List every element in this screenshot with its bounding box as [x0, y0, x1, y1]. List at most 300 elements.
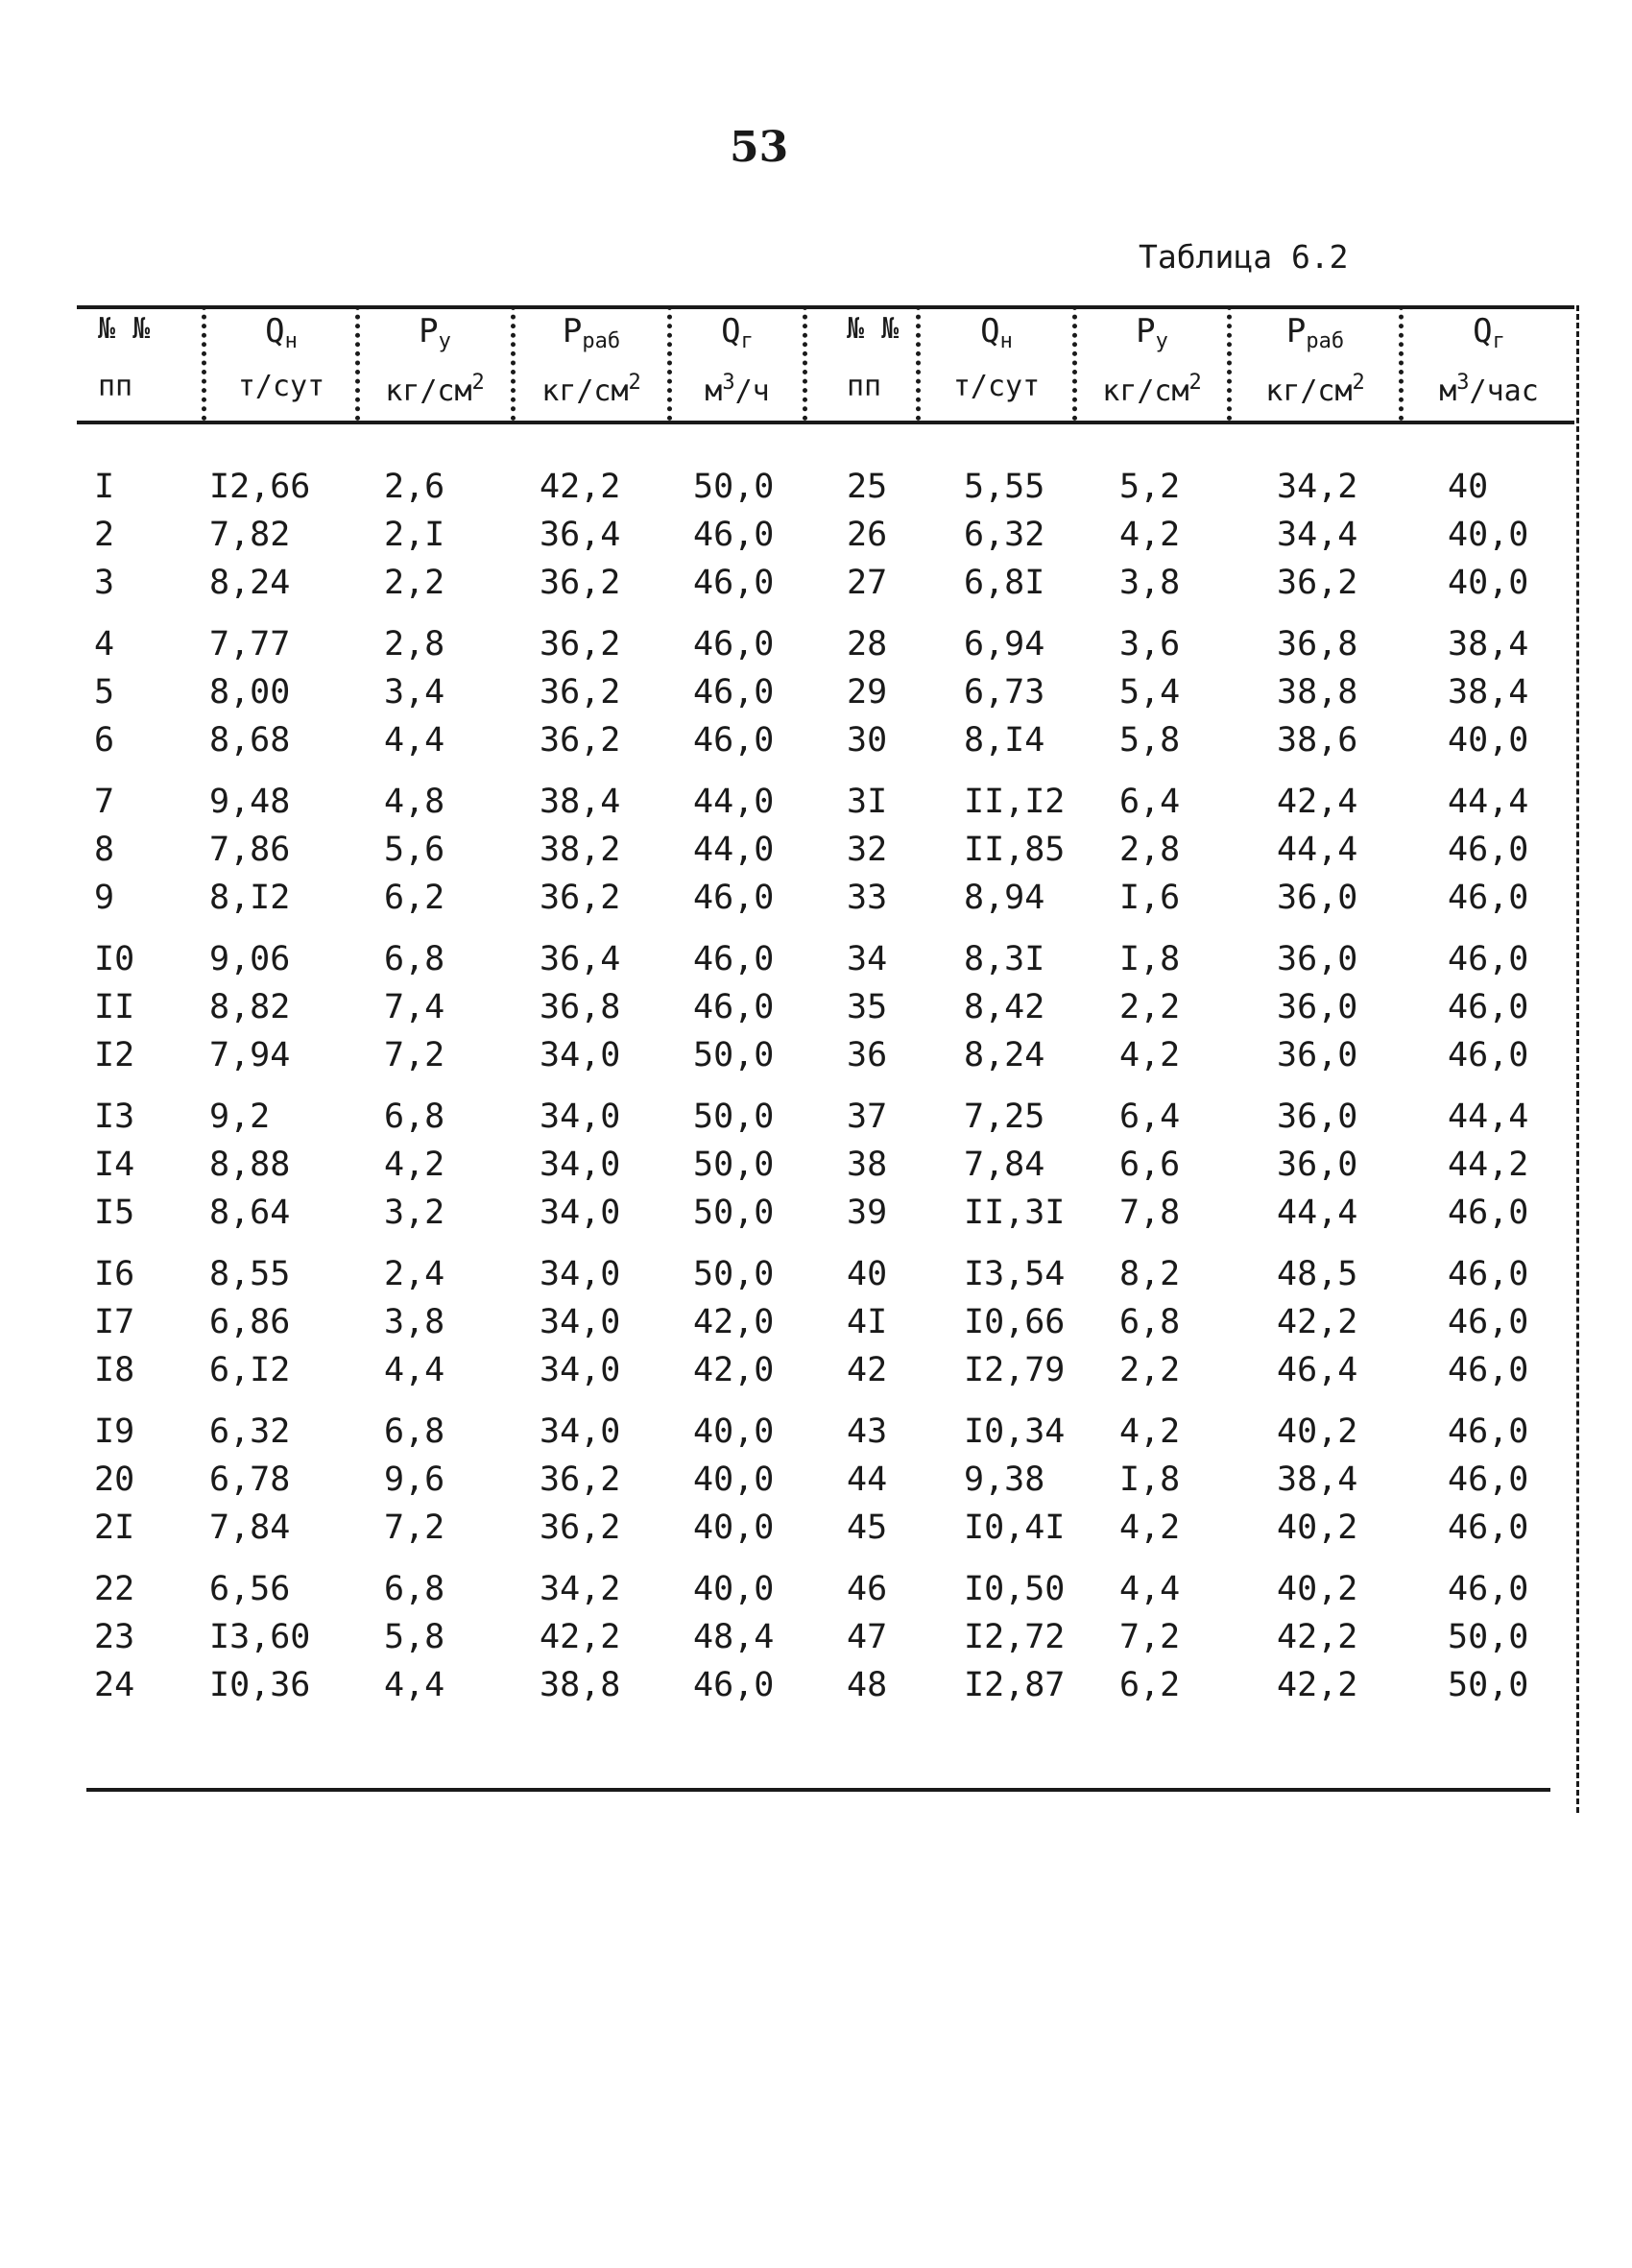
cell-qg: 38,4: [1448, 625, 1529, 664]
cell-qn: I0,34: [964, 1412, 1066, 1451]
header-prab-right: [1235, 313, 1396, 419]
cell-py: 2,4: [384, 1255, 445, 1293]
cell-qg: 46,0: [1448, 940, 1529, 978]
cell-qg: 40,0: [693, 1460, 775, 1499]
cell-num: I7: [94, 1303, 135, 1341]
cell-prab: 40,2: [1277, 1412, 1358, 1451]
cell-py: I,8: [1119, 940, 1181, 978]
header-py-subscript: у: [438, 329, 451, 353]
cell-qn: 7,25: [964, 1098, 1045, 1136]
cell-prab: 34,2: [1277, 468, 1358, 506]
cell-prab: 46,4: [1277, 1351, 1358, 1389]
cell-py: 3,2: [384, 1194, 445, 1232]
cell-qg: 46,0: [1448, 1508, 1529, 1547]
cell-num: 3: [94, 564, 115, 602]
cell-qn: 6,32: [964, 516, 1045, 554]
cell-qn: 8,I4: [964, 721, 1045, 760]
cell-num: 26: [847, 516, 888, 554]
cell-qn: I0,4I: [964, 1508, 1066, 1547]
header-qn-subscript: н: [284, 329, 298, 353]
cell-qg: 46,0: [1448, 988, 1529, 1026]
cell-prab: 36,2: [540, 721, 621, 760]
cell-num: I: [94, 468, 115, 506]
cell-qg: 44,4: [1448, 1098, 1529, 1136]
cell-prab: 36,2: [540, 673, 621, 712]
header-qn-unit: т/сут: [237, 370, 325, 403]
cell-num: 48: [847, 1666, 888, 1704]
cell-qn: 7,86: [209, 831, 291, 869]
cell-qn: I3,60: [209, 1618, 311, 1656]
cell-num: 25: [847, 468, 888, 506]
cell-prab: 36,0: [1277, 988, 1358, 1026]
cell-qg: 46,0: [693, 564, 775, 602]
cell-qg: 44,0: [693, 783, 775, 821]
cell-prab: 34,0: [540, 1036, 621, 1074]
cell-num: I8: [94, 1351, 135, 1389]
cell-py: 5,6: [384, 831, 445, 869]
cell-qn: 7,94: [209, 1036, 291, 1074]
cell-py: 7,4: [384, 988, 445, 1026]
header-separator: [202, 305, 206, 421]
cell-num: 3I: [847, 783, 888, 821]
cell-num: 28: [847, 625, 888, 664]
header-py-symbol: P: [419, 312, 439, 350]
cell-qn: 9,2: [209, 1098, 271, 1136]
row-group: [0, 935, 1632, 1093]
cell-num: 27: [847, 564, 888, 602]
table-row: [0, 874, 1632, 922]
cell-qn: I3,54: [964, 1255, 1066, 1293]
cell-py: 3,4: [384, 673, 445, 712]
cell-qn: 8,3I: [964, 940, 1045, 978]
cell-num: I2: [94, 1036, 135, 1074]
header-qn-unit: т/сут: [952, 370, 1041, 403]
cell-py: 2,8: [384, 625, 445, 664]
cell-num: 22: [94, 1570, 135, 1608]
cell-qg: 50,0: [693, 1036, 775, 1074]
table-row: [0, 1661, 1632, 1709]
cell-num: 37: [847, 1098, 888, 1136]
cell-py: 8,2: [1119, 1255, 1181, 1293]
cell-py: 7,2: [384, 1508, 445, 1547]
header-qg-unit-exponent: 3: [1456, 371, 1470, 395]
row-group: [0, 1093, 1632, 1250]
header-qg-symbol: Q: [721, 312, 741, 350]
header-qg-unit-suffix: /ч: [734, 374, 770, 408]
cell-qn: 9,06: [209, 940, 291, 978]
table-row: [0, 778, 1632, 826]
cell-qg: 40,0: [1448, 564, 1529, 602]
cell-qg: 44,0: [693, 831, 775, 869]
cell-prab: 42,2: [540, 468, 621, 506]
cell-py: 2,2: [1119, 1351, 1181, 1389]
cell-prab: 36,0: [1277, 1146, 1358, 1184]
table-row: [0, 511, 1632, 559]
cell-qn: II,I2: [964, 783, 1066, 821]
cell-num: 9: [94, 879, 115, 917]
cell-num: 43: [847, 1412, 888, 1451]
header-qn-left: [209, 313, 353, 419]
header-qg-unit: м: [705, 374, 723, 408]
table-row: [0, 983, 1632, 1031]
cell-num: 6: [94, 721, 115, 760]
header-separator: [1072, 305, 1077, 421]
cell-qg: 40,0: [693, 1508, 775, 1547]
header-qn-symbol: Q: [980, 312, 1000, 350]
cell-qg: 46,0: [693, 988, 775, 1026]
cell-qg: 50,0: [1448, 1666, 1529, 1704]
cell-qg: 40,0: [1448, 721, 1529, 760]
header-py-symbol: P: [1136, 312, 1156, 350]
cell-prab: 34,0: [540, 1303, 621, 1341]
cell-num: 5: [94, 673, 115, 712]
table-row: [0, 1189, 1632, 1237]
header-num-left: [98, 313, 198, 419]
table-row: [0, 826, 1632, 874]
cell-prab: 36,4: [540, 516, 621, 554]
cell-prab: 42,4: [1277, 783, 1358, 821]
table-top-rule: [77, 305, 1574, 309]
cell-qn: 6,78: [209, 1460, 291, 1499]
cell-py: 4,8: [384, 783, 445, 821]
table-row: [0, 620, 1632, 668]
row-group: [0, 1250, 1632, 1408]
cell-num: 33: [847, 879, 888, 917]
cell-py: 2,6: [384, 468, 445, 506]
table-row: [0, 1408, 1632, 1456]
cell-prab: 38,4: [1277, 1460, 1358, 1499]
cell-py: 6,6: [1119, 1146, 1181, 1184]
cell-qn: 8,88: [209, 1146, 291, 1184]
header-qg-subscript: г: [1492, 329, 1505, 353]
cell-py: 3,8: [1119, 564, 1181, 602]
cell-num: 2I: [94, 1508, 135, 1547]
header-prab-unit: кг/см: [1265, 374, 1353, 408]
cell-qn: I0,50: [964, 1570, 1066, 1608]
table-header-rule: [77, 421, 1574, 424]
cell-qg: 46,0: [693, 940, 775, 978]
table-row: [0, 716, 1632, 764]
cell-prab: 38,8: [540, 1666, 621, 1704]
cell-qn: 8,82: [209, 988, 291, 1026]
header-qg-right: [1407, 313, 1571, 419]
header-separator: [1227, 305, 1232, 421]
cell-prab: 42,2: [1277, 1303, 1358, 1341]
cell-py: 4,4: [384, 1666, 445, 1704]
cell-num: 2: [94, 516, 115, 554]
cell-num: 46: [847, 1570, 888, 1608]
table-row: [0, 1031, 1632, 1079]
header-prab-unit-exponent: 2: [628, 371, 641, 395]
page-number: 53: [730, 123, 789, 172]
cell-py: 2,8: [1119, 831, 1181, 869]
cell-py: 2,I: [384, 516, 445, 554]
cell-qg: 50,0: [693, 1194, 775, 1232]
cell-py: 7,2: [1119, 1618, 1181, 1656]
cell-qn: 8,64: [209, 1194, 291, 1232]
cell-prab: 34,0: [540, 1146, 621, 1184]
cell-py: 4,4: [1119, 1570, 1181, 1608]
header-prab-subscript: раб: [582, 329, 621, 353]
cell-qn: 8,00: [209, 673, 291, 712]
cell-qg: 40,0: [693, 1412, 775, 1451]
cell-num: 32: [847, 831, 888, 869]
header-qg-unit: м: [1439, 374, 1457, 408]
cell-num: 24: [94, 1666, 135, 1704]
cell-qg: 46,0: [1448, 1460, 1529, 1499]
cell-qn: II,85: [964, 831, 1066, 869]
cell-num: I9: [94, 1412, 135, 1451]
table-row: [0, 935, 1632, 983]
cell-num: 30: [847, 721, 888, 760]
table-row: [0, 1298, 1632, 1346]
cell-qn: 5,55: [964, 468, 1045, 506]
cell-py: 2,2: [1119, 988, 1181, 1026]
cell-num: 42: [847, 1351, 888, 1389]
cell-qn: I2,66: [209, 468, 311, 506]
cell-prab: 36,2: [1277, 564, 1358, 602]
header-num-label: № №: [847, 312, 900, 346]
cell-qn: 6,56: [209, 1570, 291, 1608]
table-row: [0, 1565, 1632, 1613]
cell-qn: 9,38: [964, 1460, 1045, 1499]
header-qn-symbol: Q: [265, 312, 285, 350]
row-group: [0, 463, 1632, 620]
cell-qg: 46,0: [1448, 1351, 1529, 1389]
header-qn-subscript: н: [999, 329, 1013, 353]
header-prab-unit: кг/см: [541, 374, 629, 408]
cell-py: I,6: [1119, 879, 1181, 917]
header-separator: [916, 305, 921, 421]
header-separator: [667, 305, 672, 421]
cell-qg: 46,0: [693, 1666, 775, 1704]
cell-prab: 36,2: [540, 1508, 621, 1547]
header-py-subscript: у: [1155, 329, 1168, 353]
cell-prab: 34,0: [540, 1194, 621, 1232]
cell-prab: 38,2: [540, 831, 621, 869]
cell-py: 3,8: [384, 1303, 445, 1341]
header-qg-symbol: Q: [1473, 312, 1493, 350]
cell-py: 5,8: [384, 1618, 445, 1656]
cell-qn: 6,86: [209, 1303, 291, 1341]
table-row: [0, 1456, 1632, 1504]
cell-prab: 38,4: [540, 783, 621, 821]
header-num-label: № №: [98, 312, 151, 346]
cell-qg: 46,0: [693, 625, 775, 664]
cell-qn: 7,82: [209, 516, 291, 554]
cell-prab: 34,0: [540, 1351, 621, 1389]
cell-prab: 36,2: [540, 1460, 621, 1499]
cell-prab: 36,4: [540, 940, 621, 978]
cell-py: 4,2: [384, 1146, 445, 1184]
cell-py: 6,2: [384, 879, 445, 917]
cell-num: 38: [847, 1146, 888, 1184]
cell-qn: 6,I2: [209, 1351, 291, 1389]
cell-prab: 42,2: [1277, 1666, 1358, 1704]
cell-num: 20: [94, 1460, 135, 1499]
cell-qn: 6,8I: [964, 564, 1045, 602]
header-qg-left: [674, 313, 801, 419]
cell-qg: 40: [1448, 468, 1489, 506]
header-py-right: [1079, 313, 1225, 419]
cell-py: I,8: [1119, 1460, 1181, 1499]
cell-py: 6,2: [1119, 1666, 1181, 1704]
cell-qn: 8,94: [964, 879, 1045, 917]
cell-qg: 42,0: [693, 1303, 775, 1341]
cell-prab: 36,2: [540, 625, 621, 664]
cell-qg: 46,0: [693, 516, 775, 554]
cell-num: 7: [94, 783, 115, 821]
cell-py: 3,6: [1119, 625, 1181, 664]
table-row: [0, 1504, 1632, 1552]
cell-qg: 48,4: [693, 1618, 775, 1656]
cell-prab: 44,4: [1277, 1194, 1358, 1232]
cell-prab: 36,2: [540, 879, 621, 917]
cell-num: I6: [94, 1255, 135, 1293]
cell-py: 6,4: [1119, 783, 1181, 821]
header-separator: [511, 305, 516, 421]
header-py-unit: кг/см: [1102, 374, 1189, 408]
cell-py: 6,8: [1119, 1303, 1181, 1341]
cell-py: 7,8: [1119, 1194, 1181, 1232]
cell-num: I4: [94, 1146, 135, 1184]
cell-py: 5,8: [1119, 721, 1181, 760]
cell-py: 5,4: [1119, 673, 1181, 712]
cell-prab: 36,2: [540, 564, 621, 602]
cell-qn: 8,55: [209, 1255, 291, 1293]
cell-qg: 46,0: [1448, 1303, 1529, 1341]
cell-qg: 50,0: [1448, 1618, 1529, 1656]
cell-num: I0: [94, 940, 135, 978]
cell-qg: 46,0: [1448, 1255, 1529, 1293]
cell-py: 9,6: [384, 1460, 445, 1499]
header-qg-unit-exponent: 3: [722, 371, 735, 395]
cell-qn: 7,77: [209, 625, 291, 664]
cell-prab: 40,2: [1277, 1508, 1358, 1547]
cell-qg: 46,0: [1448, 879, 1529, 917]
header-qn-right: [924, 313, 1069, 419]
cell-qg: 50,0: [693, 1146, 775, 1184]
table-row: [0, 559, 1632, 607]
cell-py: 2,2: [384, 564, 445, 602]
header-py-unit-exponent: 2: [1188, 371, 1202, 395]
cell-qg: 38,4: [1448, 673, 1529, 712]
cell-prab: 36,0: [1277, 1098, 1358, 1136]
header-separator: [1399, 305, 1404, 421]
cell-py: 6,8: [384, 940, 445, 978]
cell-qg: 46,0: [1448, 831, 1529, 869]
table-row: [0, 1093, 1632, 1141]
cell-py: 4,4: [384, 721, 445, 760]
header-num-sublabel: пп: [847, 370, 882, 403]
cell-py: 4,2: [1119, 1412, 1181, 1451]
cell-py: 6,8: [384, 1098, 445, 1136]
header-num-sublabel: пп: [98, 370, 133, 403]
cell-py: 6,4: [1119, 1098, 1181, 1136]
cell-qn: I0,36: [209, 1666, 311, 1704]
header-separator: [355, 305, 360, 421]
cell-prab: 34,4: [1277, 516, 1358, 554]
cell-qg: 46,0: [1448, 1412, 1529, 1451]
cell-qn: II,3I: [964, 1194, 1066, 1232]
cell-num: 4: [94, 625, 115, 664]
cell-qg: 50,0: [693, 468, 775, 506]
cell-qg: 46,0: [1448, 1194, 1529, 1232]
row-group: [0, 778, 1632, 935]
cell-py: 5,2: [1119, 468, 1181, 506]
table-row: [0, 1250, 1632, 1298]
cell-py: 6,8: [384, 1570, 445, 1608]
cell-qn: 6,94: [964, 625, 1045, 664]
cell-num: 40: [847, 1255, 888, 1293]
cell-qg: 46,0: [693, 721, 775, 760]
table-row: [0, 463, 1632, 511]
cell-qg: 46,0: [1448, 1036, 1529, 1074]
table-bottom-rule: [86, 1788, 1550, 1792]
cell-prab: 36,8: [540, 988, 621, 1026]
table-row: [0, 668, 1632, 716]
cell-num: 29: [847, 673, 888, 712]
cell-qn: I2,79: [964, 1351, 1066, 1389]
cell-prab: 44,4: [1277, 831, 1358, 869]
cell-qg: 46,0: [1448, 1570, 1529, 1608]
cell-qg: 42,0: [693, 1351, 775, 1389]
cell-qn: 8,I2: [209, 879, 291, 917]
header-py-unit: кг/см: [385, 374, 472, 408]
cell-qg: 44,4: [1448, 783, 1529, 821]
cell-py: 6,8: [384, 1412, 445, 1451]
cell-qn: 8,24: [964, 1036, 1045, 1074]
header-qg-unit-suffix: /час: [1469, 374, 1539, 408]
table-row: [0, 1613, 1632, 1661]
cell-qn: I2,87: [964, 1666, 1066, 1704]
cell-num: II: [94, 988, 135, 1026]
header-prab-unit-exponent: 2: [1352, 371, 1365, 395]
cell-num: 39: [847, 1194, 888, 1232]
cell-num: 35: [847, 988, 888, 1026]
cell-prab: 34,0: [540, 1255, 621, 1293]
cell-prab: 36,0: [1277, 879, 1358, 917]
cell-num: 23: [94, 1618, 135, 1656]
cell-prab: 42,2: [1277, 1618, 1358, 1656]
cell-py: 4,2: [1119, 516, 1181, 554]
cell-num: 4I: [847, 1303, 888, 1341]
cell-py: 4,4: [384, 1351, 445, 1389]
cell-qn: 8,42: [964, 988, 1045, 1026]
row-group: [0, 1408, 1632, 1565]
cell-qg: 44,2: [1448, 1146, 1529, 1184]
cell-qn: 6,32: [209, 1412, 291, 1451]
cell-qn: 8,68: [209, 721, 291, 760]
header-prab-symbol: P: [1285, 312, 1307, 350]
cell-qn: 7,84: [209, 1508, 291, 1547]
cell-num: I5: [94, 1194, 135, 1232]
cell-prab: 36,8: [1277, 625, 1358, 664]
cell-qn: 8,24: [209, 564, 291, 602]
cell-qg: 50,0: [693, 1098, 775, 1136]
cell-qg: 40,0: [1448, 516, 1529, 554]
cell-qg: 46,0: [693, 879, 775, 917]
table-body: [0, 463, 1632, 1723]
header-prab-left: [518, 313, 664, 419]
cell-py: 4,2: [1119, 1036, 1181, 1074]
cell-prab: 38,6: [1277, 721, 1358, 760]
cell-prab: 36,0: [1277, 940, 1358, 978]
cell-qn: I0,66: [964, 1303, 1066, 1341]
cell-qg: 50,0: [693, 1255, 775, 1293]
cell-prab: 34,2: [540, 1570, 621, 1608]
header-py-left: [363, 313, 507, 419]
